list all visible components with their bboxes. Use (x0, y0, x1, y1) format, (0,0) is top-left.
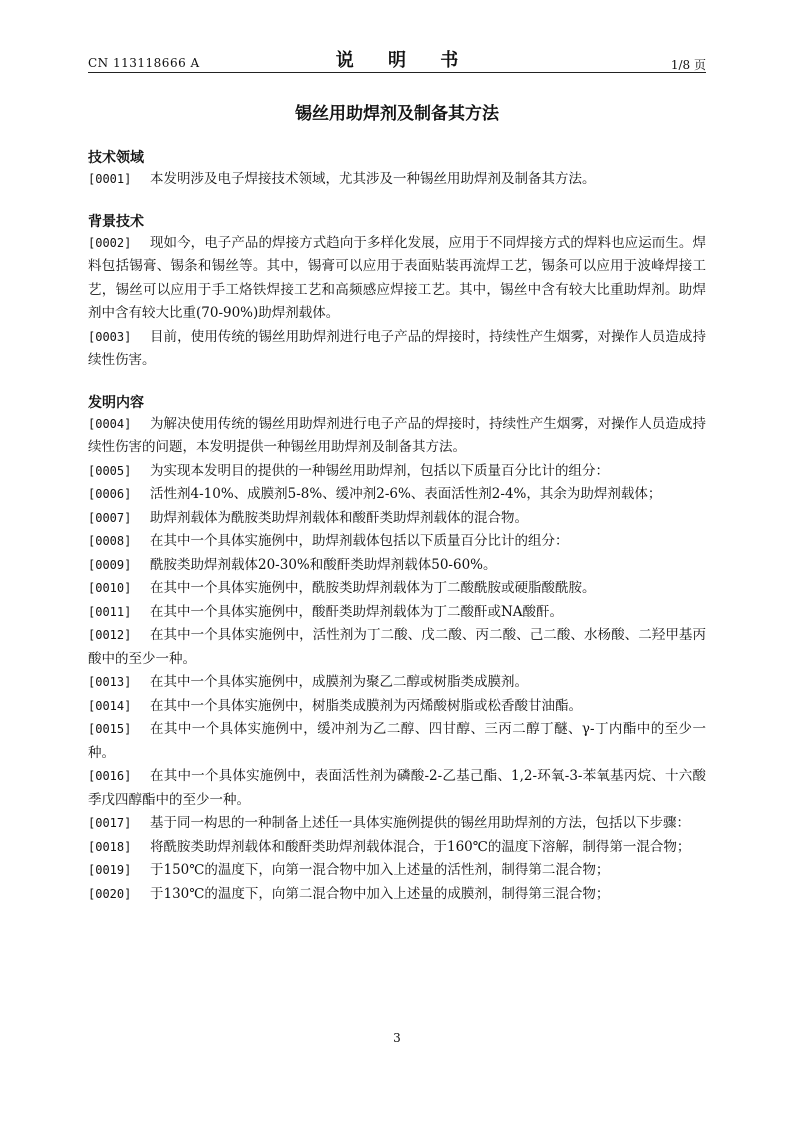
paragraph-number: [0014] (88, 698, 132, 713)
paragraph-text: 在其中一个具体实施例中，成膜剂为聚乙二醇或树脂类成膜剂。 (150, 674, 528, 690)
paragraph-number: [0011] (88, 604, 132, 619)
paragraph (88, 624, 706, 671)
paragraph-number: [0008] (88, 534, 132, 548)
paragraph-number: [0006] (88, 487, 132, 501)
paragraph (88, 530, 706, 554)
section-heading: 背景技术 (88, 213, 144, 230)
paragraph (88, 812, 706, 836)
document-type-heading: 说 明 书 (335, 50, 473, 71)
paragraph (88, 883, 706, 907)
paragraph-text: 在其中一个具体实施例中，酰胺类助焊剂载体为丁二酸酰胺或硬脂酸酰胺。 (150, 580, 596, 596)
paragraph-number: [0012] (88, 628, 132, 642)
paragraph (88, 765, 706, 812)
paragraph-text: 于150℃的温度下，向第一混合物中加入上述量的活性剂，制得第二混合物； (150, 862, 610, 878)
paragraph-number: [0003] (88, 329, 132, 344)
page-number: 3 (393, 1031, 401, 1045)
paragraph-text: 在其中一个具体实施例中，表面活性剂为磷酸-2-乙基己酯、1,2-环氧-3-苯氧基丙烷、十六酸季戊四醇酯中的至少一种。 (88, 768, 706, 808)
paragraph-number: [0015] (88, 722, 132, 736)
paragraph-number: [0009] (88, 557, 132, 572)
paragraph-number: [0004] (88, 416, 132, 431)
paragraph (88, 483, 706, 507)
paragraph-text: 在其中一个具体实施例中，缓冲剂为乙二醇、四甘醇、三丙二醇丁醚、γ-丁内酯中的至少一种。 (88, 721, 706, 761)
paragraph (88, 413, 706, 460)
paragraph (88, 695, 706, 719)
paragraph-text: 在其中一个具体实施例中，活性剂为丁二酸、戊二酸、丙二酸、己二酸、水杨酸、二羟甲基丙酸中的至少一种。 (88, 627, 706, 667)
paragraph-text: 基于同一构思的一种制备上述任一具体实施例提供的锡丝用助焊剂的方法，包括以下步骤： (150, 815, 690, 831)
paragraph-number: [0018] (88, 839, 132, 854)
document-title: 锡丝用助焊剂及制备其方法 (295, 104, 499, 124)
paragraph-text: 现如今，电子产品的焊接方式趋向于多样化发展，应用于不同焊接方式的焊料也应运而生。焊料包括锡膏、锡条和锡丝等。其中，锡膏可以应用于表面贴装再流焊工艺，锡条可以应用于波峰焊接工艺，锡丝可以应用于手工烙铁焊接工艺和高频感应焊接工艺。其中，锡丝中含有较大比重助焊剂。助焊剂中含有较大比重(70-90%)助焊剂载体。 (88, 234, 706, 321)
paragraph (88, 836, 706, 860)
paragraph-number: [0010] (88, 581, 132, 595)
paragraph (88, 554, 706, 578)
paragraph (88, 601, 706, 625)
paragraph (88, 460, 706, 484)
paragraph-text: 在其中一个具体实施例中，助焊剂载体包括以下质量百分比计的组分： (150, 533, 569, 549)
paragraph-text: 活性剂4-10%、成膜剂5-8%、缓冲剂2-6%、表面活性剂2-4%，其余为助焊剂载体； (150, 486, 662, 502)
page-count: 1/8 页 (670, 58, 706, 72)
patent-number: CN 113118666 A (88, 56, 200, 70)
paragraph-number: [0017] (88, 816, 132, 830)
paragraph-number: [0019] (88, 863, 132, 877)
document-body (88, 148, 706, 906)
paragraph (88, 718, 706, 765)
paragraph-number: [0013] (88, 675, 132, 689)
paragraph (88, 577, 706, 601)
paragraph-number: [0020] (88, 886, 132, 901)
paragraph-number: [0002] (88, 235, 132, 250)
section-heading: 发明内容 (88, 394, 144, 411)
paragraph (88, 232, 706, 326)
paragraph-text: 本发明涉及电子焊接技术领域，尤其涉及一种锡丝用助焊剂及制备其方法。 (150, 171, 596, 187)
paragraph (88, 168, 706, 192)
paragraph (88, 507, 706, 531)
paragraph (88, 671, 706, 695)
paragraph-text: 酰胺类助焊剂载体20-30%和酸酐类助焊剂载体50-60%。 (150, 556, 497, 573)
paragraph-number: [0016] (88, 769, 132, 783)
paragraph-number: [0007] (88, 510, 132, 525)
paragraph-text: 于130℃的温度下，向第二混合物中加入上述量的成膜剂，制得第三混合物； (150, 885, 610, 902)
paragraph-number: [0001] (88, 172, 132, 186)
header-divider (88, 72, 706, 73)
paragraph-text: 将酰胺类助焊剂载体和酸酐类助焊剂载体混合，于160℃的温度下溶解，制得第一混合物； (150, 838, 691, 855)
section-heading: 技术领域 (88, 150, 144, 166)
paragraph-text: 为解决使用传统的锡丝用助焊剂进行电子产品的焊接时，持续性产生烟雾，对操作人员造成持续性伤害的问题，本发明提供一种锡丝用助焊剂及制备其方法。 (88, 415, 706, 455)
paragraph-text: 为实现本发明目的提供的一种锡丝用助焊剂，包括以下质量百分比计的组分： (150, 462, 609, 479)
paragraph-text: 目前，使用传统的锡丝用助焊剂进行电子产品的焊接时，持续性产生烟雾，对操作人员造成持续性伤害。 (88, 328, 706, 368)
paragraph (88, 859, 706, 883)
paragraph-text: 在其中一个具体实施例中，树脂类成膜剂为丙烯酸树脂或松香酸甘油酯。 (150, 697, 582, 714)
paragraph (88, 326, 706, 373)
paragraph-text: 助焊剂载体为酰胺类助焊剂载体和酸酐类助焊剂载体的混合物。 (150, 509, 528, 526)
paragraph-text: 在其中一个具体实施例中，酸酐类助焊剂载体为丁二酸酐或NA酸酐。 (150, 603, 564, 620)
paragraph-number: [0005] (88, 463, 132, 478)
